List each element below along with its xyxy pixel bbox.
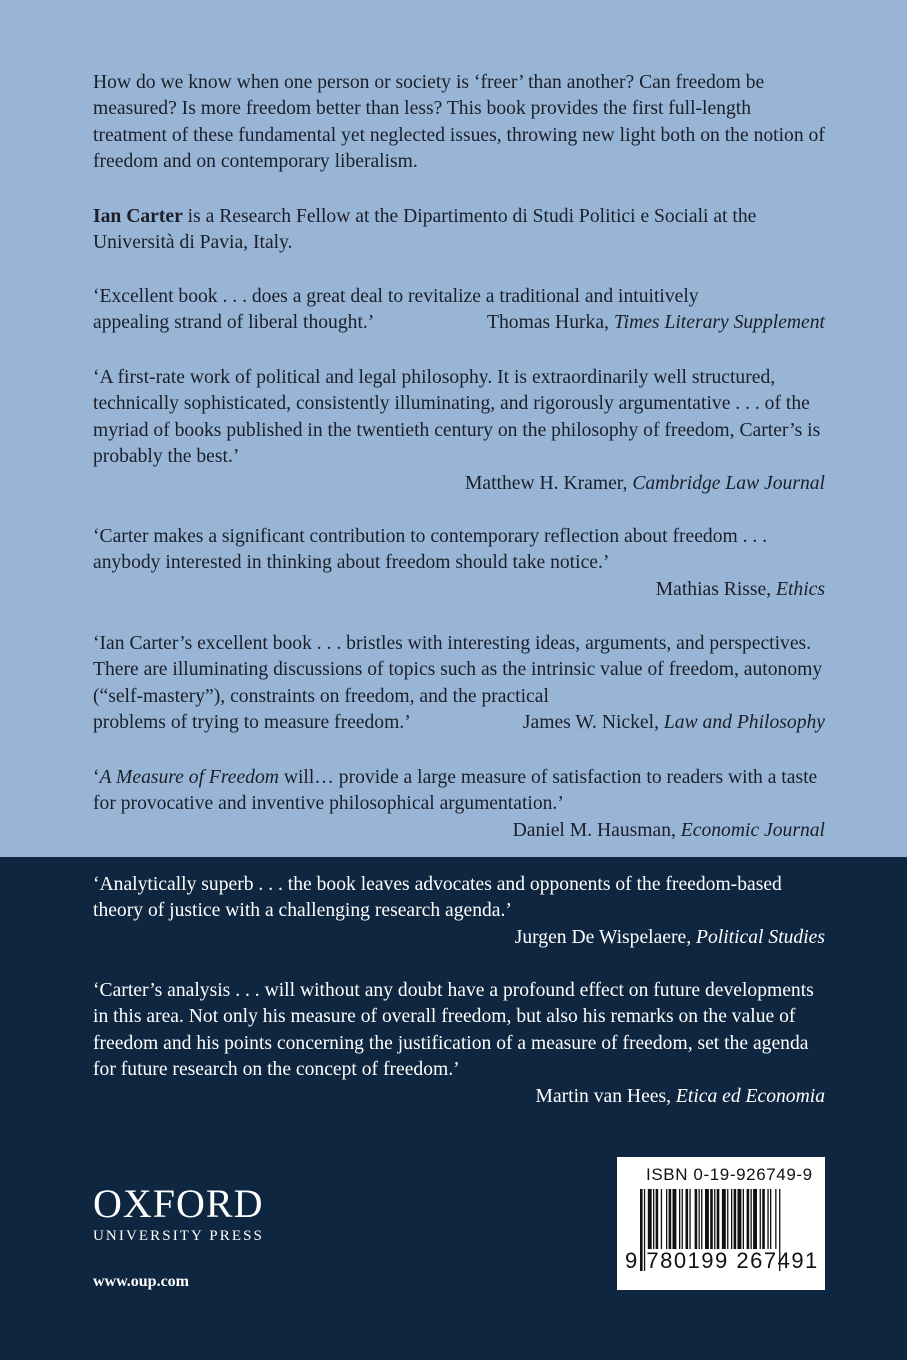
book-blurb [93, 70, 825, 176]
author-bio-text: is a Research Fellow at the Dipartimento di Studi Politici e Sociali at the Università di Pavia, Italy. [93, 206, 757, 254]
book-title-ref: A Measure of Freedom [99, 767, 279, 788]
review-7 [93, 978, 825, 1110]
review-6 [93, 872, 825, 951]
publisher-subtitle: UNIVERSITY PRESS [93, 1228, 264, 1244]
review-attribution [523, 710, 825, 736]
author-name: Ian Carter [93, 206, 183, 227]
review-quote: ‘Ian Carter’s excellent book . . . bristles with interesting ideas, arguments, and perspectives. There are illuminating discussions of topics such as the intrinsic value of freedom, autonomy (“self-mastery”), constraints on freedom, and the practical [93, 633, 823, 707]
review-source: Economic Journal [680, 819, 825, 841]
review-source: Political Studies [696, 926, 825, 948]
review-source: Cambridge Law Journal [632, 472, 825, 494]
reviewer-name: Martin van Hees, [535, 1085, 676, 1107]
reviewer-name: James W. Nickel, [522, 712, 664, 734]
ean-number: 9 780199 267491 [625, 1248, 819, 1273]
quote-open: ‘ [93, 767, 100, 788]
author-bio [93, 204, 825, 257]
review-quote [93, 765, 825, 818]
review-4 [93, 631, 825, 737]
review-attribution [93, 925, 825, 951]
review-attribution [487, 310, 825, 336]
publisher-url[interactable]: www.oup.com [93, 1273, 190, 1290]
review-quote: ‘A first-rate work of political and legal philosophy. It is extraordinarily well structured, technically sophisticated, consistently illuminating, and rigorously argumentative . . . of the myriad of books published in the twentieth century on the philosophy of freedom, Carter’s is probably the best.’ [93, 367, 821, 468]
review-quote-end: problems of trying to measure freedom.’ [93, 712, 411, 734]
review-quote-text: will… provide a large measure of satisfaction to readers with a taste for provocative and inventive philosophical argumentation.’ [93, 767, 818, 815]
review-1 [93, 284, 825, 337]
reviewer-name: Mathias Risse, [655, 578, 777, 600]
review-attribution [93, 818, 825, 844]
review-attribution [93, 577, 825, 603]
review-source: Law and Philosophy [663, 712, 825, 734]
review-attribution [93, 471, 825, 497]
publisher-logo [93, 1181, 303, 1245]
review-3 [93, 524, 825, 603]
isbn-label: ISBN 0-19-926749-9 [646, 1165, 813, 1184]
review-source: Times Literary Supplement [613, 312, 825, 334]
review-quote: ‘Carter’s analysis . . . will without any doubt have a profound effect on future developments in this area. Not only his measure of overall freedom, but also his remarks on the value of freedom and his points concerning the justification of a measure of freedom, set the agenda for future research on the concept of freedom.’ [93, 980, 814, 1081]
review-quote: ‘Carter makes a significant contribution to contemporary reflection about freedom . . . anybody interested in thinking about freedom should take notice.’ [93, 526, 768, 574]
review-5 [93, 765, 825, 844]
review-2 [93, 365, 825, 497]
review-quote: ‘Excellent book . . . does a great deal to revitalize a traditional and intuitively [93, 286, 699, 307]
review-source: Etica ed Economia [675, 1085, 825, 1107]
reviewer-name: Thomas Hurka, [487, 312, 614, 334]
publisher-name: OXFORD [93, 1181, 264, 1226]
review-quote: ‘Analytically superb . . . the book leaves advocates and opponents of the freedom-based theory of justice with a challenging research agenda.’ [93, 874, 782, 922]
reviewer-name: Matthew H. Kramer, [464, 472, 633, 494]
blurb-text: How do we know when one person or society is ‘freer’ than another? Can freedom be measured? Is more freedom better than less? This book provides the first full-length treatment of these fundamental yet neglected issues, throwing new light both on the notion of freedom and on contemporary liberalism. [93, 72, 825, 173]
review-source: Ethics [776, 578, 825, 600]
review-quote-end: appealing strand of liberal thought.’ [93, 312, 375, 334]
reviewer-name: Jurgen De Wispelaere, [514, 926, 697, 948]
review-attribution [93, 1084, 825, 1110]
reviewer-name: Daniel M. Hausman, [512, 819, 681, 841]
